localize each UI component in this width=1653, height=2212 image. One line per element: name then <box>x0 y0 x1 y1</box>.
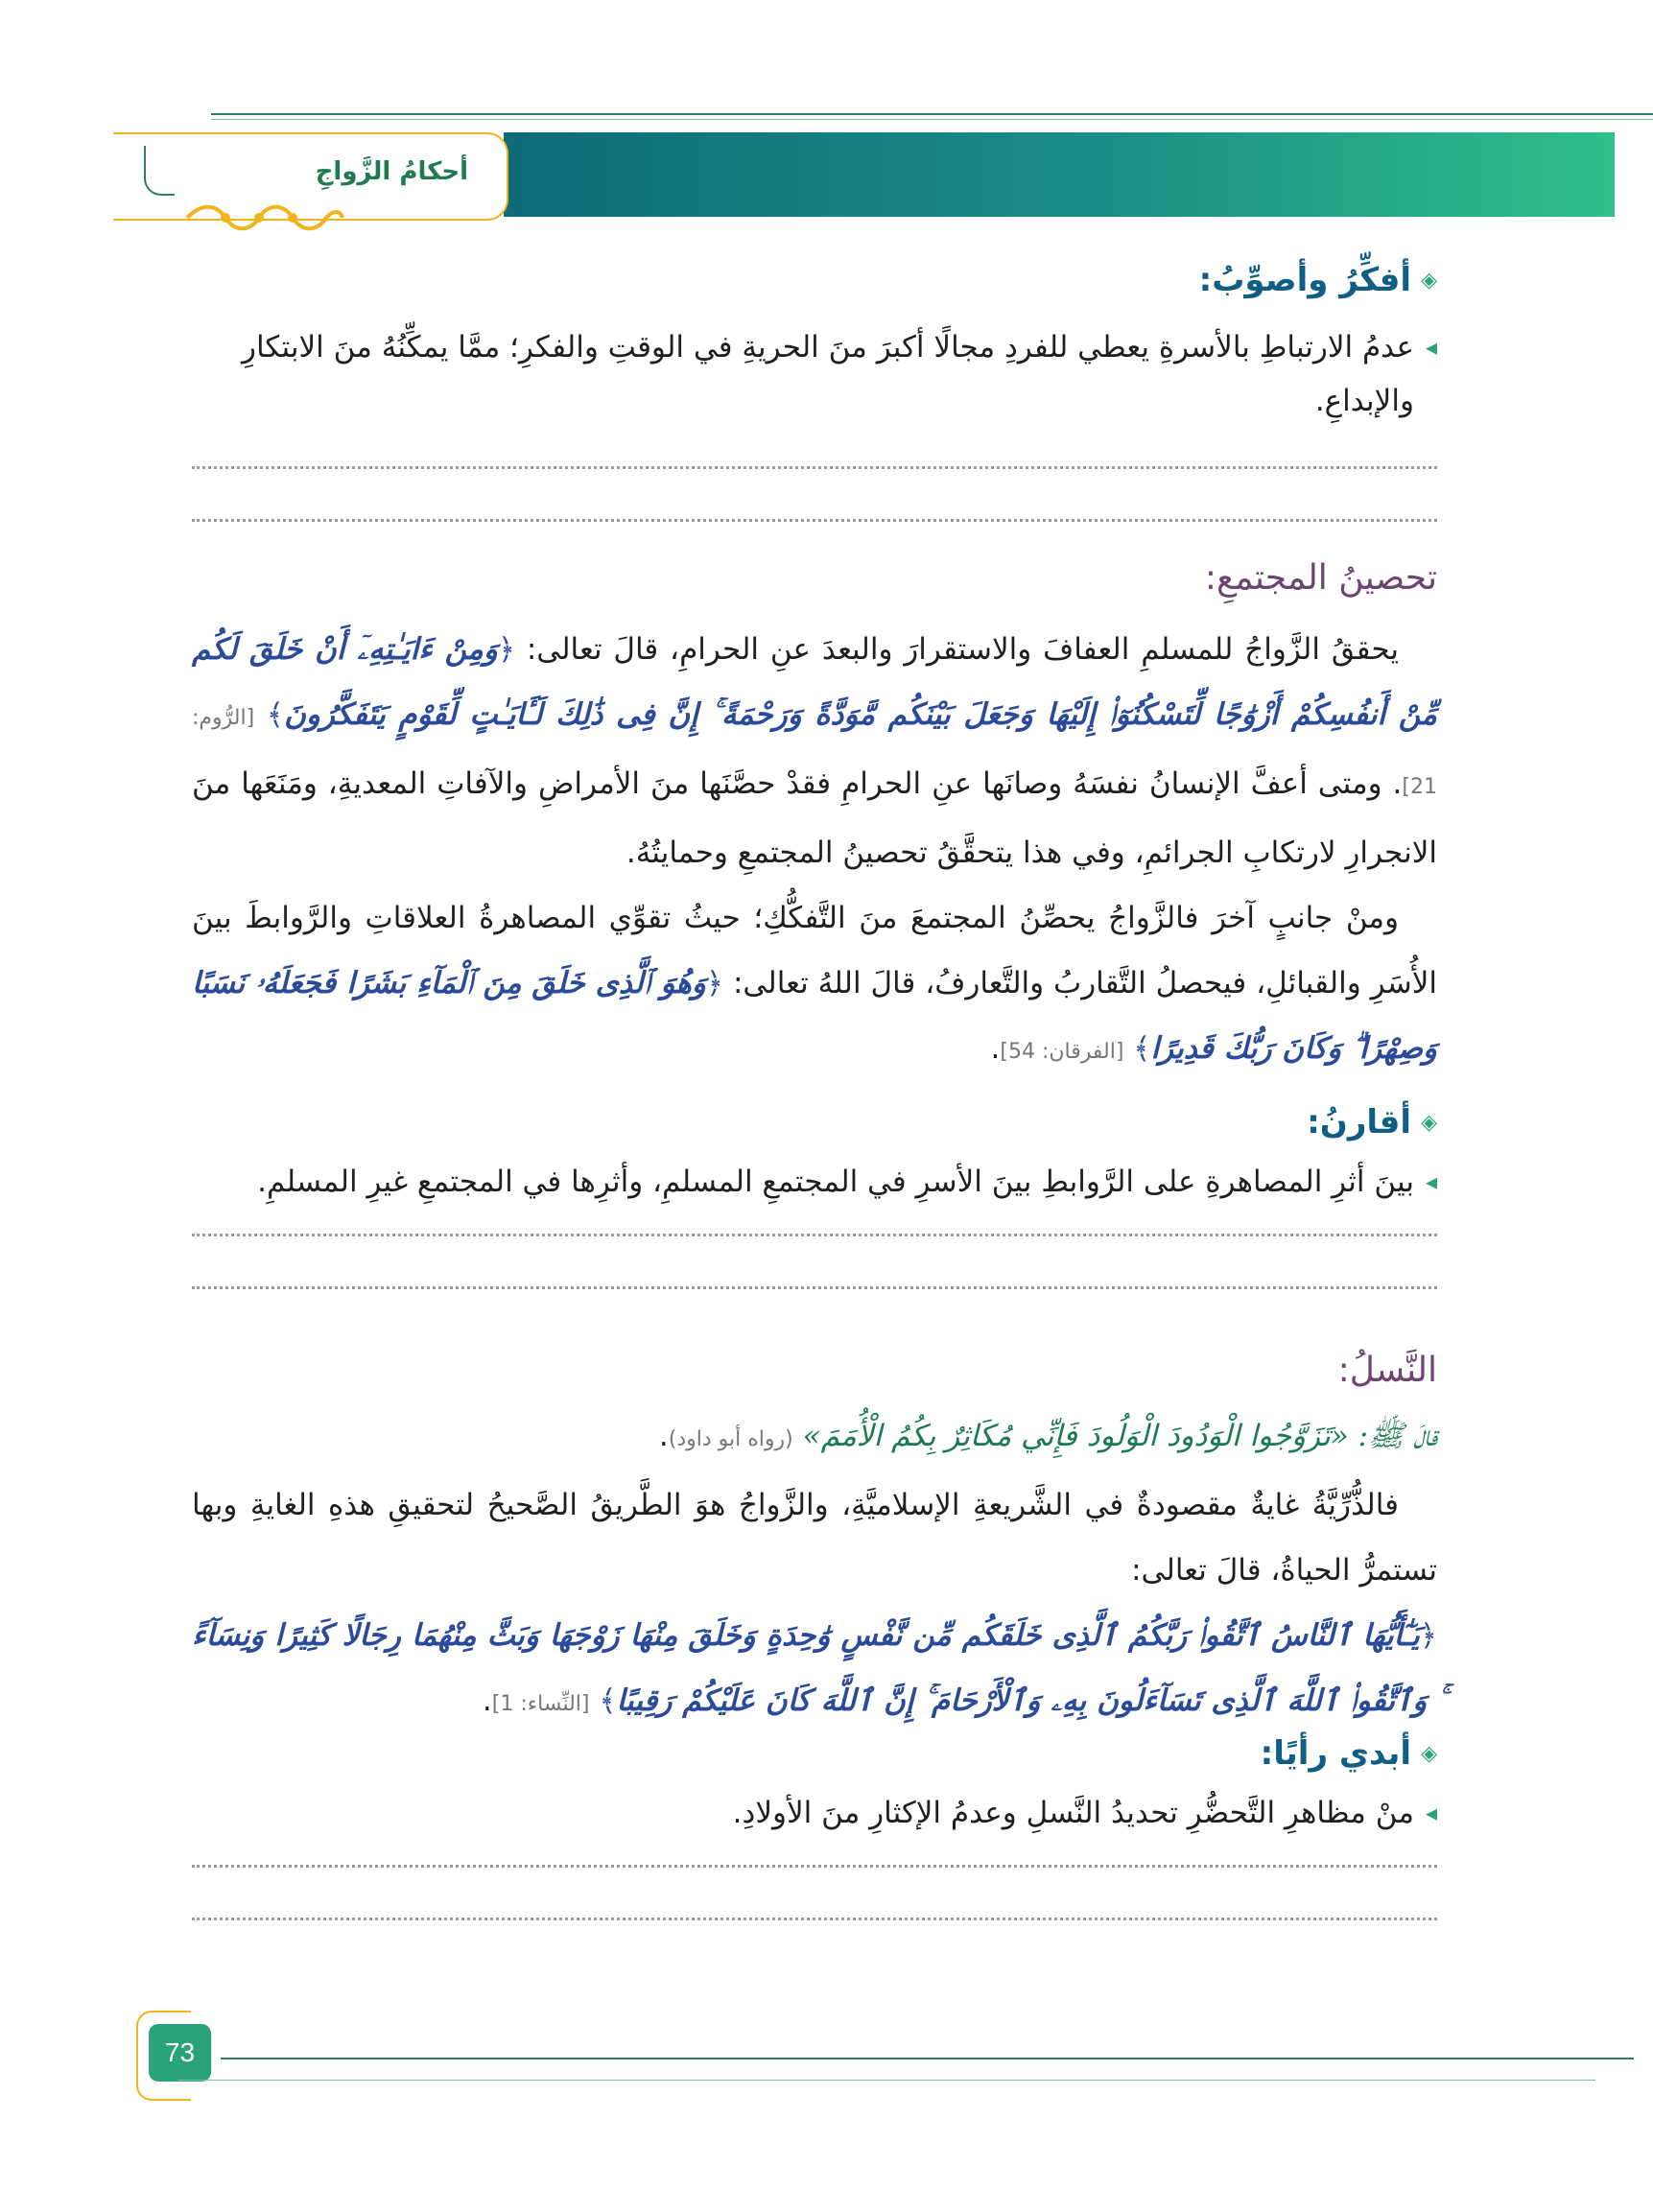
bracket-open-icon: ﴿ <box>705 966 724 1000</box>
ornament-icon <box>182 201 345 234</box>
bullet-triangle-icon: ◂ <box>1425 334 1437 361</box>
offspring-section <box>192 1351 1437 1737</box>
header-band <box>504 132 1615 217</box>
answer-line[interactable] <box>192 1286 1437 1289</box>
top-rule-thin <box>211 119 1653 120</box>
tab-hook-decoration <box>144 146 175 196</box>
think-heading <box>192 261 1437 299</box>
compare-statement-row <box>192 1155 1437 1209</box>
hadith-paragraph: قالَ ﷺ: «تَزَوَّجُوا الْوَدُودَ الْوَلُودَ فَإِنِّي مُكَاثِرٌ بِكُمُ الْأُمَمَ» (رواه أبو داود). <box>658 1419 1437 1453</box>
bracket-close-icon: ﴾ <box>599 1683 617 1718</box>
verse-reference: [الرُّوم: 21] <box>192 706 1437 799</box>
opinion-statement-row <box>192 1786 1437 1840</box>
compare-statement: بينَ أثرِ المصاهرةِ على الرَّوابطِ بينَ الأسرِ في المجتمعِ المسلمِ، وأثرِها في المجتمعِ غيرِ المسلمِ. <box>257 1165 1414 1199</box>
bracket-open-icon: ﴿ <box>497 632 515 667</box>
compare-section <box>192 1103 1437 1289</box>
bracket-close-icon: ﴾ <box>1133 1031 1151 1066</box>
diamond-icon: ◈ <box>1421 1110 1437 1135</box>
opinion-heading <box>192 1734 1437 1773</box>
answer-line[interactable] <box>192 466 1437 469</box>
offspring-paragraph <box>192 1472 1437 1603</box>
offspring-p1-text: فالذُّرِّيَّةُ غايةٌ مقصودةٌ في الشَّريعةِ الإسلاميَّةِ، والزَّواجُ هوَ الطَّريقُ الصَّحيحُ لتحقيقِ هذهِ الغايةِ وبها تستمرُّ الحياةُ، قالَ تعالى: <box>192 1488 1437 1588</box>
answer-line[interactable] <box>192 1234 1437 1236</box>
offspring-verse-paragraph: ﴿يَـٰٓأَيُّهَا ٱلنَّاسُ ٱتَّقُوا۟ رَبَّكُمُ ٱلَّذِى خَلَقَكُم مِّن نَّفْسٍ وَٰحِدَةٍ وَخَلَقَ مِنْهَا زَوْجَهَا وَبَثَّ مِنْهُمَا رِجَالًا كَثِيرًا وَنِسَآءً ۚ وَٱتَّقُوا۟ ٱللَّهَ ٱلَّذِى تَسَآءَلُونَ بِهِۦ وَٱلْأَرْحَامَ ۚ إِنَّ ٱللَّهَ كَانَ عَلَيْكُمْ رَقِيبًا﴾ [النِّساء: 1]. <box>192 1618 1437 1718</box>
protection-heading: تحصينُ المجتمعِ: <box>1204 558 1437 598</box>
opinion-section <box>192 1734 1437 1920</box>
offspring-heading: النَّسلُ: <box>1337 1351 1437 1390</box>
bracket-close-icon: ﴾ <box>266 697 285 732</box>
quran-verse: وَهُوَ ٱلَّذِى خَلَقَ مِنَ ٱلْمَآءِ بَشَرًا فَجَعَلَهُۥ نَسَبًا وَصِهْرًا ۗ وَكَانَ رَبُّكَ قَدِيرًا <box>192 966 1437 1066</box>
bottom-rule <box>221 2058 1634 2059</box>
compare-heading <box>192 1103 1437 1141</box>
hadith-intro: قالَ ﷺ: <box>1358 1419 1437 1453</box>
think-statement-row <box>192 320 1437 428</box>
protection-p1-text: يحققُ الزَّواجُ للمسلمِ العفافَ والاستقرارَ والبعدَ عنِ الحرامِ، قالَ تعالى: <box>526 632 1399 667</box>
verse-reference: [الفرقان: 54] <box>1000 1040 1124 1064</box>
protection-p1-tail: . ومتى أعفَّ الإنسانُ نفسَهُ وصانَها عنِ الحرامِ فقدْ حصَّنَها منَ الأمراضِ والآفاتِ المعديةِ، ومَنَعَها منَ الانجرارِ لارتكابِ الجرائمِ، وفي هذا يتحقَّقُ تحصينُ المجتمعِ وحمايتُهُ. <box>192 766 1437 870</box>
page-number: 73 <box>149 2024 211 2082</box>
quran-verse: وَمِنْ ءَايَـٰتِهِۦٓ أَنْ خَلَقَ لَكُم مِّنْ أَنفُسِكُمْ أَزْوَٰجًا لِّتَسْكُنُوٓا۟ إِلَيْهَا وَجَعَلَ بَيْنَكُم مَّوَدَّةً وَرَحْمَةً ۚ إِنَّ فِى ذَٰلِكَ لَـَٔايَـٰتٍ لِّقَوْمٍ يَتَفَكَّرُونَ <box>192 632 1437 732</box>
opinion-heading-text: أبدي رأيًا: <box>1260 1734 1412 1773</box>
verse-reference: [النِّساء: 1] <box>491 1692 590 1716</box>
answer-line[interactable] <box>192 519 1437 522</box>
chapter-title: أحكامُ الزَّواجِ <box>315 157 468 186</box>
answer-line[interactable] <box>192 1918 1437 1920</box>
think-section <box>192 261 1437 522</box>
protection-p2-text: ومنْ جانبٍ آخرَ فالزَّواجُ يحصِّنُ المجتمعَ منَ التَّفكُّكِ؛ حيثُ تقوِّي المصاهرةُ العلاقاتِ والرَّوابطَ بينَ الأُسَرِ والقبائلِ، فيحصلُ التَّقاربُ والتَّعارفُ، قالَ اللهُ تعالى: <box>192 901 1437 1000</box>
protection-section <box>192 558 1437 1085</box>
compare-heading-text: أقارنُ: <box>1307 1103 1412 1141</box>
quran-verse: يَـٰٓأَيُّهَا ٱلنَّاسُ ٱتَّقُوا۟ رَبَّكُمُ ٱلَّذِى خَلَقَكُم مِّن نَّفْسٍ وَٰحِدَةٍ وَخَلَقَ مِنْهَا زَوْجَهَا وَبَثَّ مِنْهُمَا رِجَالًا كَثِيرًا وَنِسَآءً ۚ وَٱتَّقُوا۟ ٱللَّهَ ٱلَّذِى تَسَآءَلُونَ بِهِۦ وَٱلْأَرْحَامَ ۚ إِنَّ ٱللَّهَ كَانَ عَلَيْكُمْ رَقِيبًا <box>192 1618 1437 1718</box>
think-statement: عدمُ الارتباطِ بالأسرةِ يعطي للفردِ مجالًا أكبرَ منَ الحريةِ في الوقتِ والفكرِ؛ ممَّا يمكِّنُهُ منَ الابتكارِ والإبداعِ. <box>241 330 1414 418</box>
hadith-text: «تَزَوَّجُوا الْوَدُودَ الْوَلُودَ فَإِنِّي مُكَاثِرٌ بِكُمُ الْأُمَمَ» <box>802 1419 1349 1453</box>
top-rule <box>211 113 1653 115</box>
bottom-rule-thin <box>177 2080 1595 2081</box>
opinion-statement: منْ مظاهرِ التَّحضُّرِ تحديدُ النَّسلِ وعدمُ الإكثارِ منَ الأولادِ. <box>732 1796 1414 1830</box>
answer-line[interactable] <box>192 1865 1437 1868</box>
diamond-icon: ◈ <box>1421 268 1437 293</box>
protection-paragraph-1 <box>192 617 1437 885</box>
think-heading-text: أفكِّرُ وأصوِّبُ: <box>1198 261 1412 299</box>
diamond-icon: ◈ <box>1421 1741 1437 1766</box>
bullet-triangle-icon: ◂ <box>1425 1800 1437 1826</box>
bullet-triangle-icon: ◂ <box>1425 1168 1437 1195</box>
protection-paragraph-2: ومنْ جانبٍ آخرَ فالزَّواجُ يحصِّنُ المجتمعَ منَ التَّفكُّكِ؛ حيثُ تقوِّي المصاهرةُ العلاقاتِ والرَّوابطَ بينَ الأُسَرِ والقبائلِ، فيحصلُ التَّقاربُ والتَّعارفُ، قالَ اللهُ تعالى: ﴿وَهُوَ ٱلَّذِى خَلَقَ مِنَ ٱلْمَآءِ بَشَرًا فَجَعَلَهُۥ نَسَبًا وَصِهْرًا ۗ وَكَانَ رَبُّكَ قَدِيرًا﴾ [الفرقان: 54]. <box>192 901 1437 1066</box>
bracket-open-icon: ﴿ <box>1419 1618 1437 1653</box>
hadith-reference: (رواه أبو داود) <box>668 1427 793 1451</box>
